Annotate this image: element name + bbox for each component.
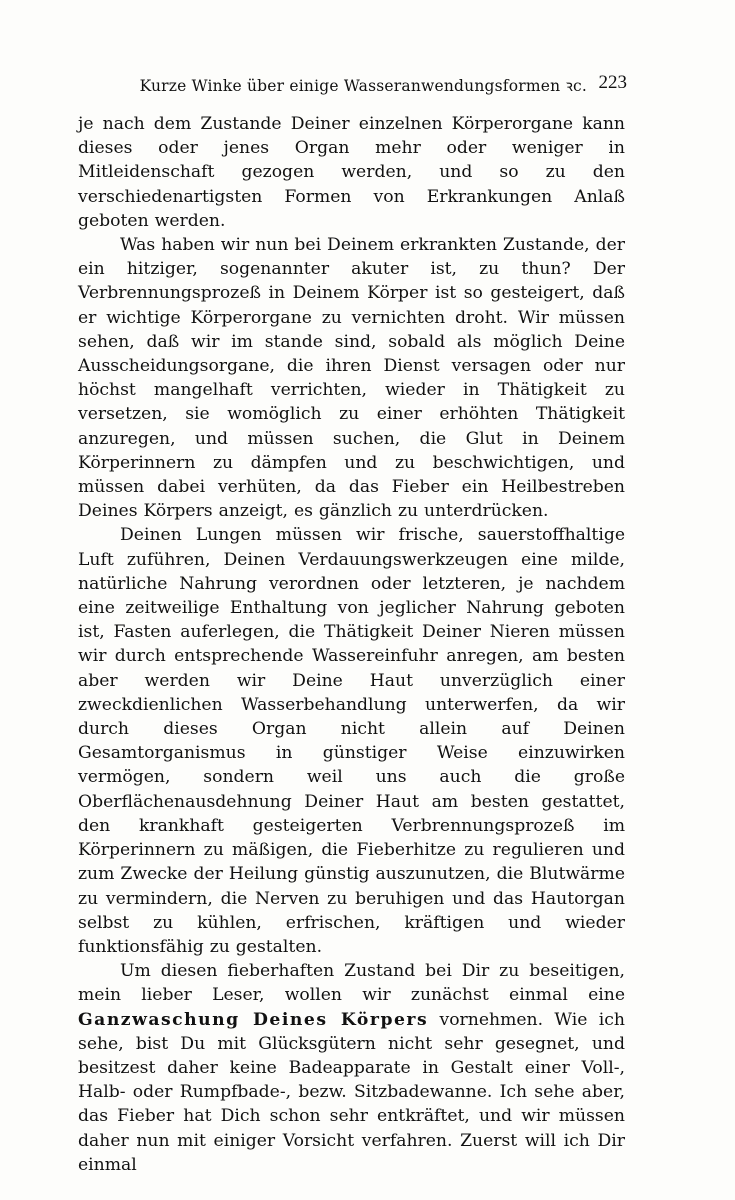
running-title: Kurze Winke über einige Wasseranwendungsformen ꝛc.	[139, 77, 587, 95]
paragraph	[78, 523, 625, 959]
page-header	[78, 74, 625, 104]
paragraph	[78, 112, 625, 233]
paragraph-text: Um diesen fieberhaften Zustand bei Dir zu beseitigen, mein lieber Leser, wollen wir zunächst einmal eine	[78, 961, 625, 1006]
emphasized-text: Ganzwaschung Deines Körpers	[78, 1009, 429, 1030]
paragraph	[78, 233, 625, 523]
paragraph	[78, 959, 625, 1177]
page-number: 223	[598, 72, 627, 93]
paragraph-text: vornehmen. Wie ich sehe, bist Du mit Glücksgütern nicht sehr gesegnet, und besitzest daher keine Badeapparate in Gestalt einer Voll-, Halb- oder Rumpfbade-, bezw. Sitzbadewanne. Ich sehe aber, das Fieber hat Dich schon sehr entkräftet, und wir müssen daher nun mit einiger Vorsicht verfahren. Zuerst will ich Dir einmal	[78, 1009, 625, 1175]
paragraph-text: Deinen Lungen müssen wir frische, sauerstoffhaltige Luft zuführen, Deinen Verdauungswerkzeugen eine milde, natürliche Nahrung verordnen oder letzteren, je nachdem eine zeitweilige Enthaltung von jeglicher Nahrung geboten ist, Fasten auferlegen, die Thätigkeit Deiner Nieren müssen wir durch entsprechende Wassereinfuhr anregen, am besten aber werden wir Deine Haut unverzüglich einer zweckdienlichen Wasserbehandlung unterwerfen, da wir durch dieses Organ nicht allein auf Deinen Gesamtorganismus in günstiger Weise einzuwirken vermögen, sondern weil uns auch die große Oberflächenausdehnung Deiner Haut am besten gestattet, den krankhaft gesteigerten Verbrennungsprozeß im Körperinnern zu mäßigen, die Fieberhitze zu regulieren und zum Zwecke der Heilung günstig auszunutzen, die Blutwärme zu vermindern, die Nerven zu beruhigen und das Hautorgan selbst zu kühlen, erfrischen, kräftigen und wieder funktionsfähig zu gestalten.	[78, 525, 625, 957]
paragraph-text: je nach dem Zustande Deiner einzelnen Körperorgane kann dieses oder jenes Organ mehr oder weniger in Mitleidenschaft gezogen werden, und so zu den verschiedenartigsten Formen von Erkrankungen Anlaß geboten werden.	[78, 114, 625, 231]
body-text	[78, 112, 625, 1177]
paragraph-text: Was haben wir nun bei Deinem erkrankten Zustande, der ein hitziger, sogenannter akuter ist, zu thun? Der Verbrennungsprozeß in Deinem Körper ist so gesteigert, daß er wichtige Körperorgane zu vernichten droht. Wir müssen sehen, daß wir im stande sind, sobald als möglich Deine Ausscheidungsorgane, die ihren Dienst versagen oder nur höchst mangelhaft verrichten, wieder in Thätigkeit zu versetzen, sie womöglich zu einer erhöhten Thätigkeit anzuregen, und müssen suchen, die Glut in Deinem Körperinnern zu dämpfen und zu beschwichtigen, und müssen dabei verhüten, da das Fieber ein Heilbestreben Deines Körpers anzeigt, es gänzlich zu unterdrücken.	[78, 235, 625, 522]
